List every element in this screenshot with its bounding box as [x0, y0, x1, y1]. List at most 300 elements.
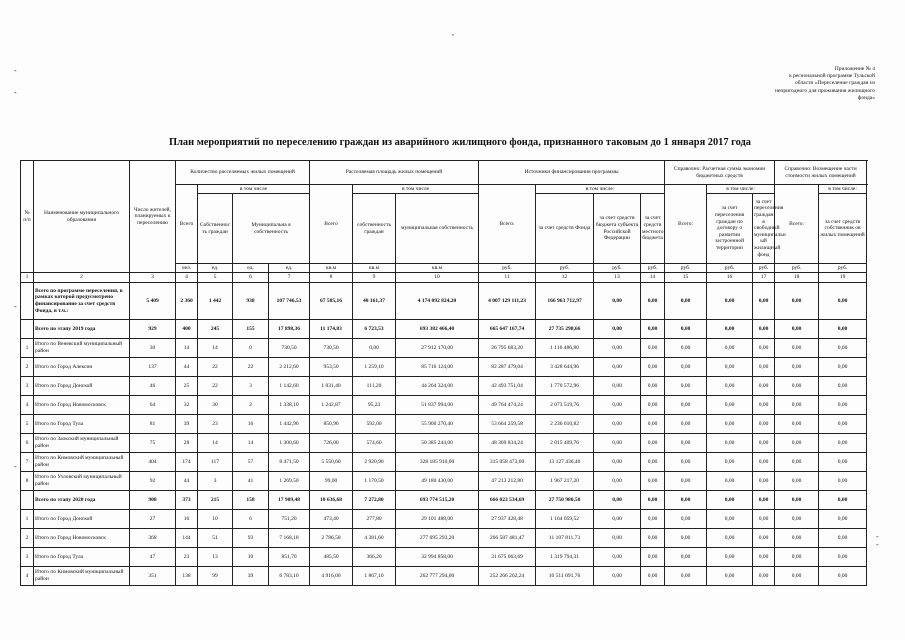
value-cell: 51 837 994,00 [396, 396, 479, 415]
value-cell: 8 471,50 [269, 453, 310, 472]
value-cell: 0,00 [594, 472, 641, 491]
value-cell: 158 [233, 491, 269, 510]
value-cell: 1 300,60 [269, 434, 310, 453]
value-cell: 0,00 [753, 491, 775, 510]
value-cell: 2 [233, 396, 269, 415]
value-cell: 93 [233, 529, 269, 548]
value-cell: 0,00 [665, 339, 707, 358]
table-total-row [21, 320, 867, 339]
row-number-cell: 8 [21, 472, 34, 491]
value-cell: 1 867,10 [353, 567, 396, 586]
value-cell: 730,50 [310, 339, 353, 358]
header-rooms-total: Всего [176, 185, 198, 264]
column-number-cell: 6 [233, 273, 269, 283]
value-cell: 0,00 [707, 283, 753, 320]
column-number-cell: 19 [819, 273, 867, 283]
value-cell: 726,00 [310, 434, 353, 453]
value-cell: 373 [176, 491, 198, 510]
value-cell: 0,00 [819, 472, 867, 491]
value-cell: 166 963 712,97 [536, 283, 594, 320]
value-cell: 0,00 [775, 396, 819, 415]
value-cell: 22 [233, 358, 269, 377]
value-cell: 0,00 [707, 415, 753, 434]
value-cell: 953,50 [310, 358, 353, 377]
value-cell: 138 [176, 567, 198, 586]
margin-mark: - [14, 462, 17, 471]
unit-cell: ед. [198, 264, 233, 273]
header-name: Наименование муниципального образования [34, 161, 130, 273]
value-cell: 6 783,10 [269, 567, 310, 586]
value-cell: 0,00 [594, 396, 641, 415]
appendix-note [715, 66, 875, 102]
row-number-cell: 7 [21, 453, 34, 472]
value-cell: 215 [198, 491, 233, 510]
value-cell: 0,00 [775, 453, 819, 472]
value-cell: 0,00 [819, 396, 867, 415]
table-row [21, 434, 867, 453]
value-cell: 0,00 [641, 396, 665, 415]
header-rooms-incl: в том числе [198, 185, 310, 194]
value-cell: 1 116 486,80 [536, 339, 594, 358]
value-cell: 0,00 [665, 434, 707, 453]
value-cell: 81 [130, 415, 176, 434]
value-cell: 0,00 [753, 396, 775, 415]
value-cell: 0,00 [819, 358, 867, 377]
value-cell: 32 [176, 396, 198, 415]
value-cell: 0,00 [707, 358, 753, 377]
row-number-cell: 1 [21, 339, 34, 358]
unit-cell: кв.м [353, 264, 396, 273]
value-cell: 1 967 217,20 [536, 472, 594, 491]
value-cell: 67 585,16 [310, 283, 353, 320]
unit-cell: руб. [819, 264, 867, 273]
value-cell: 666 023 534,69 [479, 491, 536, 510]
value-cell: 0,00 [753, 377, 775, 396]
value-cell: 0,00 [753, 453, 775, 472]
value-cell: 1 142,60 [269, 377, 310, 396]
value-cell: 0,00 [665, 377, 707, 396]
value-cell: 22 [198, 377, 233, 396]
municipality-name-cell: Итого по Веневский муниципальный район [34, 339, 130, 358]
value-cell: 30 [198, 396, 233, 415]
municipality-name-cell: Итого по Город Донской [34, 377, 130, 396]
value-cell: 277,80 [353, 510, 396, 529]
value-cell: 14 [198, 434, 233, 453]
appendix-line: области «Переселение граждан из [794, 80, 875, 87]
value-cell: 29 101 488,00 [396, 510, 479, 529]
header-residents: Число жителей, планируемых к переселению [130, 161, 176, 273]
value-cell: 0,00 [819, 377, 867, 396]
value-cell: 0,00 [819, 283, 867, 320]
column-number-cell: 16 [707, 273, 753, 283]
value-cell: 7 272,80 [353, 491, 396, 510]
value-cell: 111,20 [353, 377, 396, 396]
table-total-row [21, 491, 867, 510]
value-cell: 51 [198, 529, 233, 548]
value-cell: 48 369 834,24 [479, 434, 536, 453]
value-cell: 0,00 [665, 529, 707, 548]
value-cell: 0,00 [665, 415, 707, 434]
value-cell: 315 058 473,60 [479, 453, 536, 472]
value-cell: 0,00 [775, 434, 819, 453]
value-cell: 49 180 430,00 [396, 472, 479, 491]
value-cell: 50 385 244,00 [396, 434, 479, 453]
value-cell: 137 [130, 358, 176, 377]
value-cell: 0,00 [665, 510, 707, 529]
value-cell: 277 695 293,20 [396, 529, 479, 548]
value-cell: 7 168,18 [269, 529, 310, 548]
column-number-cell: 15 [665, 273, 707, 283]
value-cell: 3 [233, 377, 269, 396]
value-cell: 0,00 [753, 283, 775, 320]
value-cell: 1 319 794,31 [536, 548, 594, 567]
value-cell: 0,00 [707, 453, 753, 472]
value-cell: 0,00 [594, 529, 641, 548]
table-row [21, 529, 867, 548]
value-cell: 485,50 [310, 548, 353, 567]
value-cell: 47 [130, 548, 176, 567]
header-r1-incl: в том числе: [707, 185, 775, 194]
value-cell: 0,00 [641, 434, 665, 453]
value-cell: 0,00 [641, 415, 665, 434]
row-number-cell: 3 [21, 548, 34, 567]
value-cell: 850,96 [310, 415, 353, 434]
table-row [21, 339, 867, 358]
value-cell: 47 213 212,80 [479, 472, 536, 491]
header-fin-total: Всего: [479, 185, 536, 264]
value-cell: 25 [176, 377, 198, 396]
appendix-line: к региональной программе Тульской [789, 73, 875, 80]
header-ref1-group: Справочно: Расчетная сумма экономии бюджетных средств [665, 161, 775, 185]
value-cell: 0,00 [775, 320, 819, 339]
header-fin-fund: за счет средств Фонда [536, 194, 594, 264]
row-number-cell: 4 [21, 567, 34, 586]
value-cell: 0,00 [594, 510, 641, 529]
value-cell: 27 [130, 510, 176, 529]
value-cell: 22 [198, 358, 233, 377]
value-cell: 0,00 [707, 320, 753, 339]
column-number-cell: 5 [198, 273, 233, 283]
value-cell: 49 764 474,24 [479, 396, 536, 415]
column-number-cell: 7 [269, 273, 310, 283]
column-number-cell: 17 [753, 273, 775, 283]
value-cell: 13 [198, 548, 233, 567]
value-cell: 0,00 [594, 358, 641, 377]
value-cell: 14 [176, 339, 198, 358]
value-cell: 0,00 [641, 320, 665, 339]
value-cell: 0,00 [753, 472, 775, 491]
value-cell: 0,00 [707, 377, 753, 396]
value-cell: 0,00 [641, 283, 665, 320]
value-cell: 0,00 [753, 434, 775, 453]
value-cell: 0,00 [594, 453, 641, 472]
value-cell: 0,00 [819, 415, 867, 434]
value-cell: 938 [233, 283, 269, 320]
header-fin-incl: в том числе: [536, 185, 665, 194]
value-cell: 0,00 [353, 339, 396, 358]
value-cell: 0,00 [775, 510, 819, 529]
value-cell: 0,00 [753, 567, 775, 586]
value-cell: 41 [233, 472, 269, 491]
value-cell: 92 [130, 472, 176, 491]
value-cell: 5 409 [130, 283, 176, 320]
row-number-cell: 3 [21, 377, 34, 396]
value-cell: 0,00 [775, 548, 819, 567]
value-cell: 55 900 270,40 [396, 415, 479, 434]
value-cell: 0,00 [753, 358, 775, 377]
value-cell: 44 [176, 358, 198, 377]
value-cell: 44 [176, 472, 198, 491]
value-cell: 0,00 [665, 548, 707, 567]
value-cell: 117 [198, 453, 233, 472]
value-cell: 1 170,50 [353, 472, 396, 491]
value-cell: 1 442 [198, 283, 233, 320]
header-area-incl: в том числе [353, 185, 479, 194]
value-cell: 0,00 [641, 377, 665, 396]
value-cell: 4 916,00 [310, 567, 353, 586]
value-cell: 0,00 [775, 472, 819, 491]
value-cell: 6 723,53 [353, 320, 396, 339]
value-cell: 0,00 [594, 283, 641, 320]
value-cell: 0,00 [665, 472, 707, 491]
header-r1-total: Всего: [665, 185, 707, 264]
column-number-cell: 8 [310, 273, 353, 283]
column-number-cell: 2 [34, 273, 130, 283]
value-cell: 0,00 [707, 529, 753, 548]
value-cell: 473,40 [310, 510, 353, 529]
value-cell: 95,23 [353, 396, 396, 415]
municipality-name-cell: Всего по этапу 2020 года [34, 491, 130, 510]
column-number-cell: 3 [130, 273, 176, 283]
municipality-name-cell: Итого по Город Донской [34, 510, 130, 529]
document-title: План мероприятий по переселению граждан из аварийного жилищного фонда, признанного таковым до 1 января 2017 года [169, 137, 751, 148]
header-r2-a: за счет средств собственник ов жилых помещений [819, 194, 867, 264]
value-cell: 1 259,10 [353, 358, 396, 377]
header-num: № п/п [21, 161, 34, 273]
value-cell: 400 [176, 320, 198, 339]
unit-cell: руб. [641, 264, 665, 273]
value-cell: 44 264 324,00 [396, 377, 479, 396]
row-number-cell: 2 [21, 358, 34, 377]
municipality-name-cell: Итого по Заокский муниципальный район [34, 434, 130, 453]
municipality-name-cell: Итого по Узловский муниципальный район [34, 472, 130, 491]
value-cell: 0,00 [775, 339, 819, 358]
value-cell: 0,00 [753, 320, 775, 339]
value-cell: 16 [233, 415, 269, 434]
value-cell: 0,00 [775, 415, 819, 434]
column-number-cell: 13 [594, 273, 641, 283]
value-cell: 0,00 [707, 491, 753, 510]
value-cell: 0,00 [707, 434, 753, 453]
value-cell: 4 381,60 [353, 529, 396, 548]
value-cell: 1 031,40 [310, 377, 353, 396]
unit-cell: кв.м [396, 264, 479, 273]
value-cell: 99 [198, 567, 233, 586]
header-finance-group: Источники финансирования программы [479, 161, 665, 185]
value-cell: 57 [233, 453, 269, 472]
table-row [21, 415, 867, 434]
value-cell: 2 212,60 [269, 358, 310, 377]
value-cell: 0,00 [641, 529, 665, 548]
value-cell: 2 786,58 [310, 529, 353, 548]
value-cell: 0,00 [819, 453, 867, 472]
value-cell: 366,20 [353, 548, 396, 567]
header-area-group: Расселяемая площадь жилых помещений [310, 161, 479, 185]
unit-cell: руб. [665, 264, 707, 273]
unit-cell: руб. [594, 264, 641, 273]
value-cell: 23 [176, 548, 198, 567]
value-cell: 252 266 202,24 [479, 567, 536, 586]
appendix-line: Приложение № 4 [834, 66, 875, 72]
value-cell: 404 [130, 453, 176, 472]
value-cell: 64 [130, 396, 176, 415]
value-cell: 0,00 [819, 548, 867, 567]
value-cell: 5 550,60 [310, 453, 353, 472]
value-cell: 82 287 479,04 [479, 358, 536, 377]
unit-cell: чел. [176, 264, 198, 273]
municipality-name-cell: Итого по Город Тула [34, 415, 130, 434]
table-row [21, 510, 867, 529]
value-cell: 6 [233, 510, 269, 529]
value-cell: 0,00 [665, 358, 707, 377]
value-cell: 27 735 298,66 [536, 320, 594, 339]
value-cell: 245 [198, 320, 233, 339]
value-cell: 0,00 [707, 396, 753, 415]
value-cell: 0,00 [665, 453, 707, 472]
value-cell: 0,00 [707, 548, 753, 567]
column-number-cell: 11 [479, 273, 536, 283]
resettlement-plan-table [20, 160, 867, 586]
value-cell: 0,00 [594, 320, 641, 339]
value-cell: 0,00 [819, 529, 867, 548]
column-number-cell: 14 [641, 273, 665, 283]
value-cell: 0,00 [819, 434, 867, 453]
value-cell: 851,70 [269, 548, 310, 567]
value-cell: 27 912 170,00 [396, 339, 479, 358]
table-row [21, 377, 867, 396]
value-cell: 53 664 259,58 [479, 415, 536, 434]
value-cell: 0,00 [641, 548, 665, 567]
header-area-own: собственность граждан [353, 194, 396, 264]
value-cell: 0,00 [707, 339, 753, 358]
row-number-cell: 6 [21, 434, 34, 453]
margin-mark: - [14, 88, 17, 97]
value-cell: 0,00 [707, 510, 753, 529]
value-cell: 23 [198, 415, 233, 434]
value-cell: 0,00 [775, 377, 819, 396]
value-cell: 0,00 [641, 491, 665, 510]
value-cell: 751,20 [269, 510, 310, 529]
municipality-name-cell: Итого по Город Новомосковск [34, 529, 130, 548]
value-cell: 693 382 466,40 [396, 320, 479, 339]
municipality-name-cell: Всего по программе переселения, в рамках которой предусмотрено финансирование за счет средств Фонда, в т.ч.: [34, 283, 130, 320]
value-cell: 40 161,37 [353, 283, 396, 320]
value-cell: 2 360 [176, 283, 198, 320]
value-cell: 262 777 294,00 [396, 567, 479, 586]
header-area-total: Всего [310, 185, 353, 264]
value-cell: 0,00 [775, 283, 819, 320]
value-cell: 107 746,53 [269, 283, 310, 320]
value-cell: 929 [130, 320, 176, 339]
header-r1-a: за счет переселения граждан по договору о развитии застроенной территории [707, 194, 753, 264]
unit-cell: руб. [775, 264, 819, 273]
value-cell: 0,00 [641, 567, 665, 586]
header-rooms-group: Количество расселяемых жилых помещений [176, 161, 310, 185]
value-cell: 0,00 [665, 320, 707, 339]
value-cell: 351 [130, 567, 176, 586]
value-cell: 10 [198, 510, 233, 529]
value-cell: 3 428 644,96 [536, 358, 594, 377]
value-cell: 665 647 167,74 [479, 320, 536, 339]
value-cell: 42 493 751,04 [479, 377, 536, 396]
municipality-name-cell: Итого по Кимовский муниципальный район [34, 567, 130, 586]
table-row [21, 453, 867, 472]
value-cell: 0,00 [665, 567, 707, 586]
column-number-cell: 12 [536, 273, 594, 283]
value-cell: 32 994 858,00 [396, 548, 479, 567]
value-cell: 0,00 [665, 396, 707, 415]
value-cell: 26 795 683,20 [479, 339, 536, 358]
header-ref2-group: Справочно: Возмещение части стоимости жилых помещений [775, 161, 867, 185]
table-row [21, 548, 867, 567]
header-area-mun: муниципальная собственность [396, 194, 479, 264]
unit-cell: ед. [269, 264, 310, 273]
table-row [21, 567, 867, 586]
municipality-name-cell: Всего по этапу 2019 года [34, 320, 130, 339]
value-cell: 1 770 572,96 [536, 377, 594, 396]
value-cell: 0,00 [594, 434, 641, 453]
value-cell: 16 [176, 510, 198, 529]
value-cell: 3 [198, 472, 233, 491]
row-number-cell: 5 [21, 415, 34, 434]
value-cell: 10 [233, 548, 269, 567]
value-cell: 31 675 063,69 [479, 548, 536, 567]
row-number-cell: 4 [21, 396, 34, 415]
value-cell: 144 [176, 529, 198, 548]
unit-cell: руб. [536, 264, 594, 273]
value-cell: 27 937 428,48 [479, 510, 536, 529]
value-cell: 266 587 481,47 [479, 529, 536, 548]
value-cell: 0,00 [594, 339, 641, 358]
unit-cell: руб. [753, 264, 775, 273]
right-margin-mark: - [876, 532, 879, 541]
unit-cell: ед. [233, 264, 269, 273]
value-cell: 174 [176, 453, 198, 472]
value-cell: 0,00 [641, 358, 665, 377]
value-cell: 1 269,50 [269, 472, 310, 491]
value-cell: 4 174 092 824,20 [396, 283, 479, 320]
value-cell: 0,00 [819, 510, 867, 529]
value-cell: 0 [233, 339, 269, 358]
column-number-cell: 4 [176, 273, 198, 283]
header-r1-b: за счет переселения граждан в свободный муниципальн ый жилищный фонд [753, 194, 775, 264]
value-cell: 0,00 [819, 320, 867, 339]
value-cell: 0,00 [707, 472, 753, 491]
column-number-cell: 1 [21, 273, 34, 283]
value-cell: 10 511 091,76 [536, 567, 594, 586]
row-number-cell [21, 283, 34, 320]
value-cell: 2 015 409,76 [536, 434, 594, 453]
municipality-name-cell: Итого по Город Алексин [34, 358, 130, 377]
value-cell: 13 127 436,40 [536, 453, 594, 472]
value-cell: 328 185 910,00 [396, 453, 479, 472]
value-cell: 14 [198, 339, 233, 358]
value-cell: 30 [130, 339, 176, 358]
value-cell: 17 898,36 [269, 320, 310, 339]
value-cell: 0,00 [819, 339, 867, 358]
value-cell: 0,00 [753, 415, 775, 434]
margin-mark: - [14, 302, 17, 311]
